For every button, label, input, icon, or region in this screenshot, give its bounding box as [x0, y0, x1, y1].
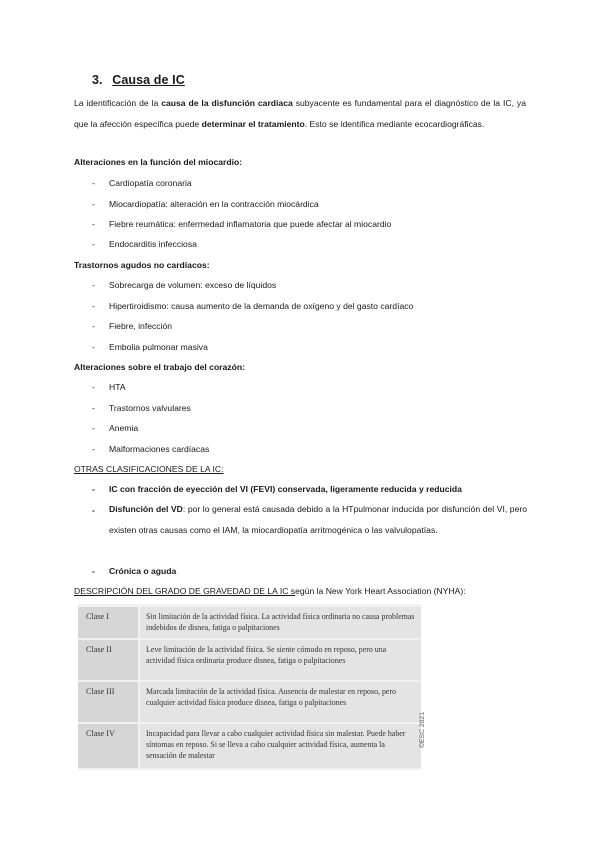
description-text: Sin limitación de la actividad física. La actividad física ordinaria no causa problemas indebidos de disnea, fatiga o palpitaciones [146, 612, 415, 632]
list-item: Anemia [109, 423, 139, 433]
list-item-wrapped [109, 499, 527, 540]
list-item: Endocarditis infecciosa [109, 239, 197, 249]
item-text: : por lo general está causada debido a la HTpulmonar inducida por disfunción del VI, pero existen otras causas como el IAM, la miocardiopatía arritmogénica o las valvulopatías. [109, 504, 528, 535]
class-label: Clase III [86, 687, 115, 696]
list-item: HTA [109, 382, 126, 392]
bullet-dash: - [92, 444, 95, 454]
bullet-dash: - [92, 321, 95, 331]
nyha-heading-rest: egún la New York Heart Association (NYHA): [295, 586, 466, 596]
section-title [92, 73, 185, 87]
section-number: 3. [92, 73, 103, 87]
class-cell [78, 607, 138, 638]
table-row [78, 682, 421, 722]
class-cell [78, 724, 138, 768]
class-cell [78, 640, 138, 680]
table-row [78, 724, 421, 768]
list-item: Hipertiroidismo: causa aumento de la demanda de oxígeno y del gasto cardíaco [109, 301, 414, 311]
bullet-dash: - [92, 219, 95, 229]
class-label: Clase IV [86, 729, 115, 738]
intro-bold-2: determinar el tratamiento [201, 118, 305, 129]
description-cell [140, 682, 421, 722]
group-heading: Alteraciones sobre el trabajo del corazón: [74, 362, 245, 372]
bullet-dash: - [92, 484, 95, 494]
intro-paragraph [74, 93, 526, 134]
list-item: IC con fracción de eyección del VI (FEVI) conservada, ligeramente reducida y reducida [109, 484, 462, 494]
list-item: Malformaciones cardíacas [109, 444, 210, 454]
group-heading: Trastornos agudos no cardíacos: [74, 260, 210, 270]
list-item: Trastornos valvulares [109, 403, 191, 413]
bullet-dash: - [92, 342, 95, 352]
description-cell [140, 640, 421, 680]
bullet-dash: - [92, 280, 95, 290]
list-item: Crónica o aguda [109, 566, 177, 576]
table-row [78, 607, 421, 638]
bullet-dash: - [92, 423, 95, 433]
list-item: Sobrecarga de volumen: exceso de líquidos [109, 280, 277, 290]
description-text: Leve limitación de la actividad física. Se siente cómodo en reposo, pero una actividad física ordinaria produce disnea, fatiga o palpitaciones [146, 645, 387, 665]
intro-text-1: La identificación de la [74, 98, 162, 108]
intro-text-2: subyacente es fundamental para el diagnóstico de la IC, ya que la afección específica puede [74, 98, 526, 129]
list-item: Cardiopatía coronaria [109, 178, 192, 188]
bullet-dash: - [92, 178, 95, 188]
list-item: Miocardiopatía: alteración en la contracción miocárdica [109, 199, 319, 209]
list-item: Fiebre reumática: enfermedad inflamatoria que puede afectar al miocardio [109, 219, 392, 229]
description-cell [140, 607, 421, 638]
bullet-dash: - [92, 199, 95, 209]
bullet-dash: - [92, 382, 95, 392]
bullet-dash: - [92, 505, 95, 515]
intro-text-3: . Esto se identifica mediante ecocardiográficas. [304, 118, 485, 129]
item-bold-lead: Disfunción del VD [109, 504, 183, 514]
class-label: Clase II [86, 645, 112, 654]
group-heading: Alteraciones en la función del miocardio: [74, 157, 243, 167]
nyha-heading [74, 586, 466, 596]
other-heading: OTRAS CLASIFICACIONES DE LA IC: [74, 464, 224, 474]
description-text: Incapacidad para llevar a cabo cualquier actividad física sin malestar. Puede haber síntomas en reposo. Si se lleva a cabo cualquier actividad física, aumenta la sensación de malestar [146, 729, 406, 760]
description-text: Marcada limitación de la actividad física. Ausencia de malestar en reposo, pero cualquier actividad física produce disnea, fatiga o palpitaciones [146, 687, 396, 707]
bullet-dash: - [92, 566, 95, 576]
section-title-text: Causa de IC [112, 73, 185, 87]
bullet-dash: - [92, 403, 95, 413]
nyha-heading-underlined: DESCRIPCIÓN DEL GRADO DE GRAVEDAD DE LA IC s [74, 586, 296, 596]
bullet-dash: - [92, 239, 95, 249]
intro-bold-1: causa de la disfunción cardíaca [161, 98, 293, 108]
class-label: Clase I [86, 612, 109, 621]
list-item: Embolia pulmonar masiva [109, 342, 208, 352]
bullet-dash: - [92, 301, 95, 311]
list-item: Fiebre, infección [109, 321, 173, 331]
copyright-credit: ©ESC 2021 [419, 712, 426, 748]
class-cell [78, 682, 138, 722]
description-cell [140, 724, 421, 768]
table-row [78, 640, 421, 680]
